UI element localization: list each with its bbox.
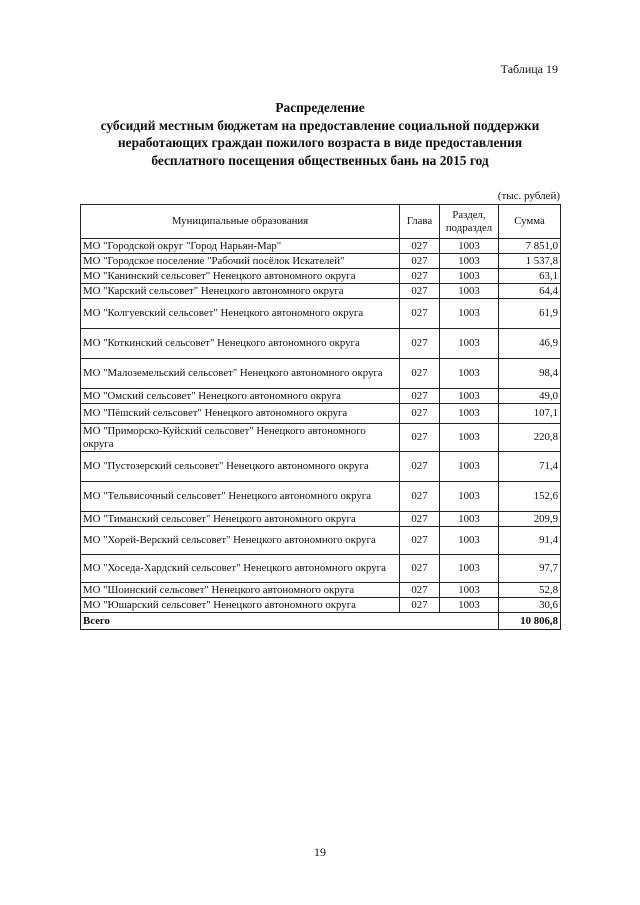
table-row: [81, 512, 561, 527]
table-number: Таблица 19: [500, 62, 558, 76]
row-amount: 209,9: [499, 512, 561, 527]
row-section: 1003: [440, 359, 499, 389]
total-row: [81, 613, 561, 630]
table-row: [81, 424, 561, 452]
row-name: МО "Городской округ "Город Нарьян-Мар": [81, 239, 400, 254]
row-amount: 107,1: [499, 404, 561, 424]
table-row: [81, 555, 561, 583]
row-name: МО "Городское поселение "Рабочий посёлок Искателей": [81, 254, 400, 269]
row-name: МО "Малоземельский сельсовет" Ненецкого автономного округа: [81, 359, 400, 389]
row-amount: 46,9: [499, 329, 561, 359]
table-row: [81, 389, 561, 404]
row-amount: 1 537,8: [499, 254, 561, 269]
row-chapter: 027: [400, 284, 440, 299]
row-chapter: 027: [400, 269, 440, 284]
table-header-row: [81, 205, 561, 239]
document-title: [70, 99, 570, 169]
row-name: МО "Шоинский сельсовет" Ненецкого автономного округа: [81, 583, 400, 598]
row-chapter: 027: [400, 583, 440, 598]
row-name: МО "Тиманский сельсовет" Ненецкого автономного округа: [81, 512, 400, 527]
row-amount: 49,0: [499, 389, 561, 404]
row-chapter: 027: [400, 329, 440, 359]
table-row: [81, 527, 561, 555]
row-section: 1003: [440, 239, 499, 254]
table-row: [81, 299, 561, 329]
row-name: МО "Карский сельсовет" Ненецкого автономного округа: [81, 284, 400, 299]
row-section: 1003: [440, 598, 499, 613]
title-line: Распределение: [275, 100, 365, 115]
row-amount: 61,9: [499, 299, 561, 329]
row-name: МО "Тельвисочный сельсовет" Ненецкого автономного округа: [81, 482, 400, 512]
row-chapter: 027: [400, 239, 440, 254]
row-name: МО "Колгуевский сельсовет" Ненецкого автономного округа: [81, 299, 400, 329]
row-section: 1003: [440, 424, 499, 452]
title-line: бесплатного посещения общественных бань на 2015 год: [151, 152, 489, 168]
row-amount: 98,4: [499, 359, 561, 389]
row-amount: 152,6: [499, 482, 561, 512]
row-name: МО "Хорей-Верский сельсовет" Ненецкого автономного округа: [81, 527, 400, 555]
row-amount: 63,1: [499, 269, 561, 284]
header-municipality: Муниципальные образования: [81, 205, 400, 239]
row-amount: 71,4: [499, 452, 561, 482]
table-row: [81, 269, 561, 284]
row-chapter: 027: [400, 527, 440, 555]
row-chapter: 027: [400, 299, 440, 329]
table-row: [81, 359, 561, 389]
row-section: 1003: [440, 555, 499, 583]
row-section: 1003: [440, 452, 499, 482]
row-section: 1003: [440, 284, 499, 299]
row-section: 1003: [440, 254, 499, 269]
table-row: [81, 254, 561, 269]
row-chapter: 027: [400, 389, 440, 404]
header-chapter: Глава: [400, 205, 440, 239]
row-amount: 220,8: [499, 424, 561, 452]
row-section: 1003: [440, 482, 499, 512]
row-section: 1003: [440, 527, 499, 555]
total-label: Всего: [81, 613, 499, 630]
row-name: МО "Пустозерский сельсовет" Ненецкого автономного округа: [81, 452, 400, 482]
page-number: 19: [314, 845, 326, 859]
row-section: 1003: [440, 404, 499, 424]
row-name: МО "Коткинский сельсовет" Ненецкого автономного округа: [81, 329, 400, 359]
row-chapter: 027: [400, 254, 440, 269]
table-row: [81, 284, 561, 299]
row-chapter: 027: [400, 359, 440, 389]
row-section: 1003: [440, 512, 499, 527]
row-chapter: 027: [400, 452, 440, 482]
row-amount: 52,8: [499, 583, 561, 598]
row-chapter: 027: [400, 404, 440, 424]
row-amount: 7 851,0: [499, 239, 561, 254]
row-amount: 97,7: [499, 555, 561, 583]
header-section: Раздел, подраздел: [440, 205, 499, 239]
row-chapter: 027: [400, 555, 440, 583]
row-chapter: 027: [400, 482, 440, 512]
units-label: (тыс. рублей): [497, 190, 560, 202]
row-section: 1003: [440, 269, 499, 284]
title-line: субсидий местным бюджетам на предоставление социальной поддержки: [100, 117, 540, 133]
row-name: МО "Омский сельсовет" Ненецкого автономного округа: [81, 389, 400, 404]
row-amount: 64,4: [499, 284, 561, 299]
row-amount: 30,6: [499, 598, 561, 613]
table-row: [81, 452, 561, 482]
table-row: [81, 583, 561, 598]
row-section: 1003: [440, 389, 499, 404]
table-row: [81, 404, 561, 424]
row-section: 1003: [440, 299, 499, 329]
table-row: [81, 239, 561, 254]
header-amount: Сумма: [499, 205, 561, 239]
table-row: [81, 329, 561, 359]
row-name: МО "Хоседа-Хардский сельсовет" Ненецкого автономного округа: [81, 555, 400, 583]
row-name: МО "Приморско-Куйский сельсовет" Ненецкого автономного округа: [81, 424, 400, 452]
row-name: МО "Канинский сельсовет" Ненецкого автономного округа: [81, 269, 400, 284]
row-amount: 91,4: [499, 527, 561, 555]
title-line: неработающих граждан пожилого возраста в виде предоставления: [117, 135, 523, 150]
row-name: МО "Юшарский сельсовет" Ненецкого автономного округа: [81, 598, 400, 613]
total-amount: 10 806,8: [499, 613, 561, 630]
row-section: 1003: [440, 329, 499, 359]
table-row: [81, 482, 561, 512]
row-chapter: 027: [400, 424, 440, 452]
row-chapter: 027: [400, 598, 440, 613]
row-chapter: 027: [400, 512, 440, 527]
table-row: [81, 598, 561, 613]
row-section: 1003: [440, 583, 499, 598]
subsidy-table: [80, 204, 561, 630]
row-name: МО "Пёшский сельсовет" Ненецкого автономного округа: [81, 404, 400, 424]
